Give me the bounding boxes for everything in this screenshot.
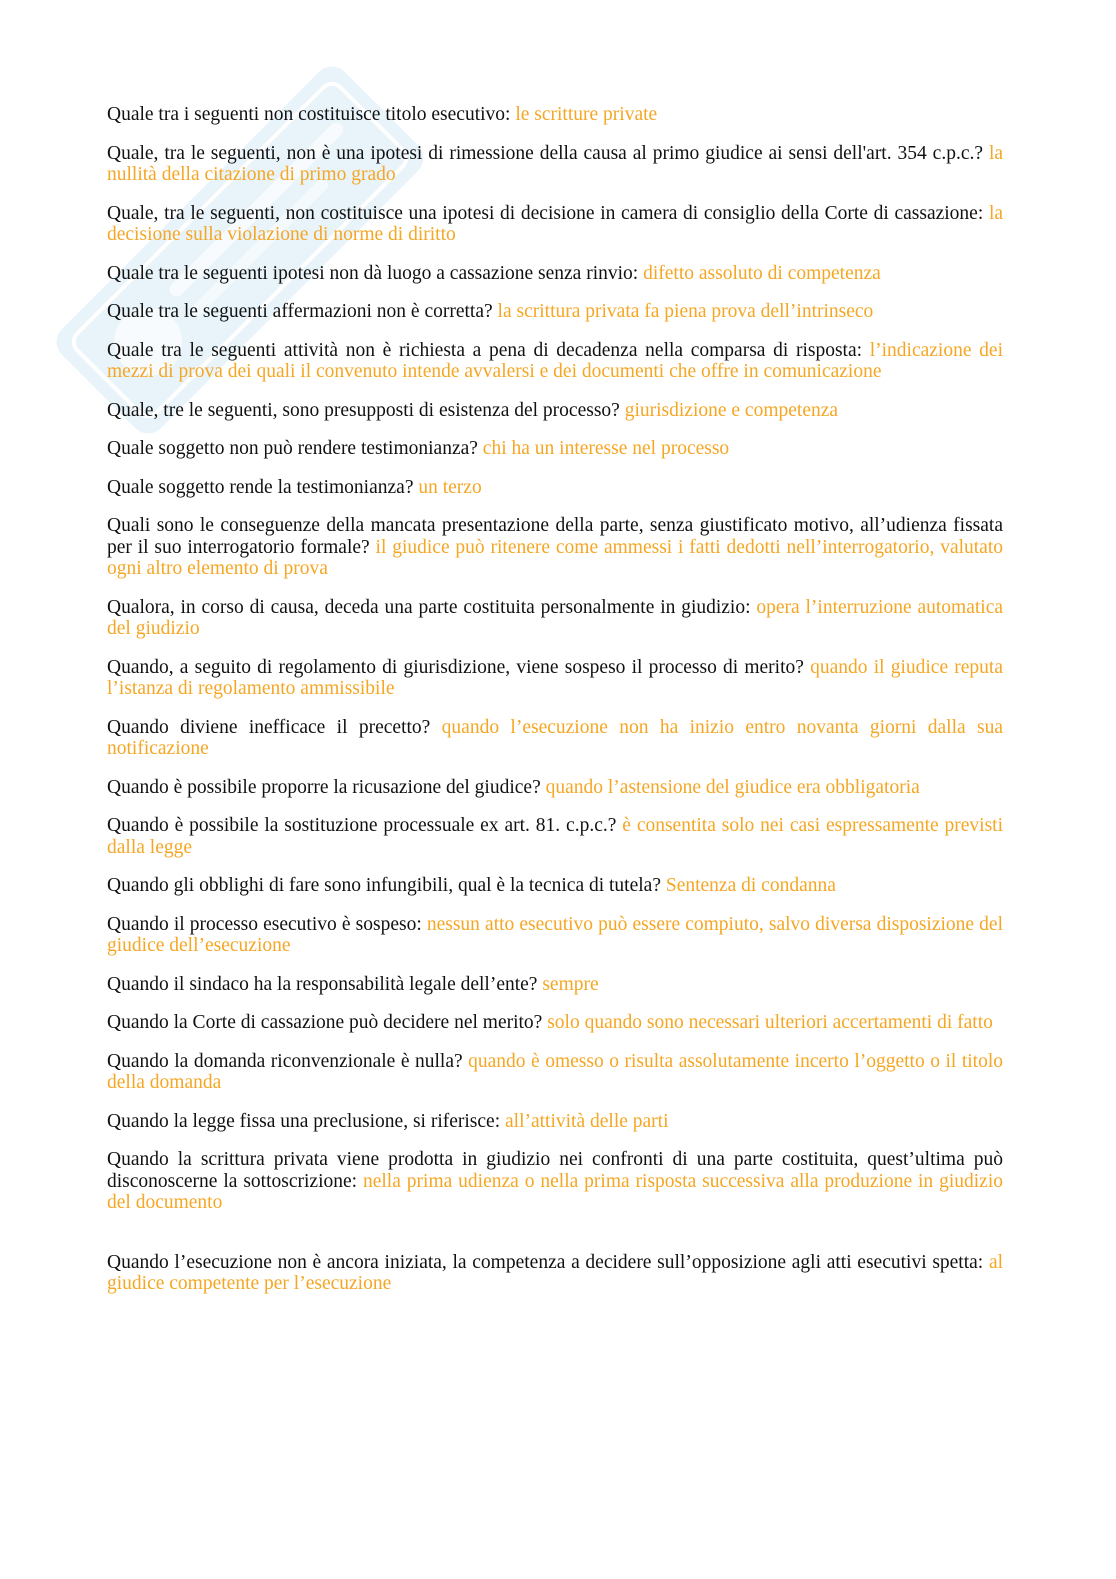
- qa-item: [107, 1111, 1003, 1133]
- document-body: [107, 104, 1003, 1312]
- answer-text: quando l’esecuzione non ha inizio entro novanta giorni dalla sua notificazione: [107, 716, 1003, 759]
- question-text: Quale soggetto rende la testimonianza?: [107, 476, 414, 498]
- answer-text: Sentenza di condanna: [665, 875, 836, 896]
- question-text: Quali sono le conseguenze della mancata presentazione della parte, senza giustificato motivo, all’udienza fissata per il suo interrogatorio formale?: [107, 515, 1003, 558]
- question-text: Quale tra le seguenti ipotesi non dà luogo a cassazione senza rinvio:: [107, 262, 639, 284]
- answer-text: quando il giudice reputa l’istanza di regolamento ammissibile: [107, 656, 1004, 699]
- qa-item: [107, 815, 1003, 858]
- question-text: Quando è possibile la sostituzione processuale ex art. 81. c.p.c.?: [107, 815, 617, 836]
- qa-item: [107, 717, 1003, 760]
- question-text: Quale tra le seguenti affermazioni non è corretta?: [107, 301, 493, 322]
- qa-item: [107, 301, 1003, 323]
- answer-text: sempre: [542, 973, 599, 995]
- answer-text: chi ha un interesse nel processo: [482, 438, 730, 459]
- qa-item: [107, 777, 1003, 799]
- question-text: Quando il sindaco ha la responsabilità legale dell’ente?: [107, 973, 538, 995]
- answer-text: il giudice può ritenere come ammessi i fatti dedotti nell’interrogatorio, valutato ogni altro elemento di prova: [107, 536, 1004, 579]
- answer-text: la decisione sulla violazione di norme di diritto: [107, 202, 1004, 245]
- answer-text: al giudice competente per l’esecuzione: [107, 1251, 1004, 1294]
- answer-text: un terzo: [418, 476, 482, 498]
- question-text: Quale, tra le seguenti, non è una ipotesi di rimessione della causa al primo giudice ai sensi dell'art. 354 c.p.c.?: [107, 142, 984, 164]
- question-text: Quando la scrittura privata viene prodotta in giudizio nei confronti di una parte costituita, quest’ultima può disconoscerne la sottoscrizione:: [107, 1149, 1003, 1192]
- answer-text: solo quando sono necessari ulteriori accertamenti di fatto: [547, 1012, 993, 1033]
- answer-text: è consentita solo nei casi espressamente previsti dalla legge: [107, 815, 1004, 858]
- answer-text: giurisdizione e competenza: [624, 399, 839, 421]
- qa-item: [107, 1149, 1003, 1214]
- qa-item: [107, 597, 1003, 640]
- answer-text: quando è omesso o risulta assolutamente incerto l’oggetto o il titolo della domanda: [107, 1050, 1003, 1093]
- qa-item: [107, 400, 1003, 422]
- answer-text: quando l’astensione del giudice era obbligatoria: [545, 776, 920, 798]
- question-text: Quando la Corte di cassazione può decidere nel merito?: [107, 1012, 543, 1033]
- answer-text: nessun atto esecutivo può essere compiuto, salvo diversa disposizione del giudice dell’esecuzione: [107, 913, 1003, 956]
- answer-text: la scrittura privata fa piena prova dell’intrinseco: [497, 301, 874, 322]
- answer-text: opera l’interruzione automatica del giudizio: [107, 596, 1004, 639]
- qa-item: [107, 477, 1003, 499]
- qa-item: [107, 340, 1003, 383]
- question-text: Qualora, in corso di causa, deceda una parte costituita personalmente in giudizio:: [107, 596, 751, 618]
- question-text: Quale, tre le seguenti, sono presupposti di esistenza del processo?: [107, 399, 620, 421]
- question-text: Quando l’esecuzione non è ancora iniziata, la competenza a decidere sull’opposizione agli atti esecutivi spetta:: [107, 1251, 984, 1273]
- question-text: Quando il processo esecutivo è sospeso:: [107, 913, 422, 935]
- answer-text: nella prima udienza o nella prima risposta successiva alla produzione in giudizio del documento: [107, 1170, 1003, 1213]
- qa-item: [107, 1012, 1003, 1034]
- question-text: Quando la domanda riconvenzionale è nulla?: [107, 1050, 463, 1072]
- question-text: Quando, a seguito di regolamento di giurisdizione, viene sospeso il processo di merito?: [107, 656, 804, 678]
- qa-item: [107, 657, 1003, 700]
- qa-item: [107, 143, 1003, 186]
- question-text: Quale tra i seguenti non costituisce titolo esecutivo:: [107, 104, 511, 125]
- question-text: Quando è possibile proporre la ricusazione del giudice?: [107, 776, 541, 798]
- qa-item: [107, 104, 1003, 126]
- question-text: Quale soggetto non può rendere testimonianza?: [107, 438, 478, 459]
- question-text: Quando la legge fissa una preclusione, si riferisce:: [107, 1110, 501, 1132]
- answer-text: all’attività delle parti: [505, 1110, 669, 1132]
- answer-text: l’indicazione dei mezzi di prova dei quali il convenuto intende avvalersi e dei documenti che offre in comunicazione: [107, 339, 1003, 382]
- qa-item: [107, 875, 1003, 897]
- question-text: Quando gli obblighi di fare sono infungibili, qual è la tecnica di tutela?: [107, 875, 661, 896]
- qa-item: [107, 1051, 1003, 1094]
- question-text: Quale tra le seguenti attività non è richiesta a pena di decadenza nella comparsa di risposta:: [107, 339, 863, 361]
- answer-text: le scritture private: [515, 104, 658, 125]
- qa-item: [107, 1252, 1003, 1295]
- answer-text: la nullità della citazione di primo grado: [107, 142, 1004, 185]
- question-text: Quale, tra le seguenti, non costituisce una ipotesi di decisione in camera di consiglio della Corte di cassazione:: [107, 202, 984, 224]
- answer-text: difetto assoluto di competenza: [643, 262, 881, 284]
- qa-item: [107, 203, 1003, 246]
- question-text: Quando diviene inefficace il precetto?: [107, 716, 431, 738]
- qa-item: [107, 515, 1003, 580]
- qa-item: [107, 263, 1003, 285]
- qa-item: [107, 974, 1003, 996]
- qa-item: [107, 438, 1003, 460]
- qa-item: [107, 914, 1003, 957]
